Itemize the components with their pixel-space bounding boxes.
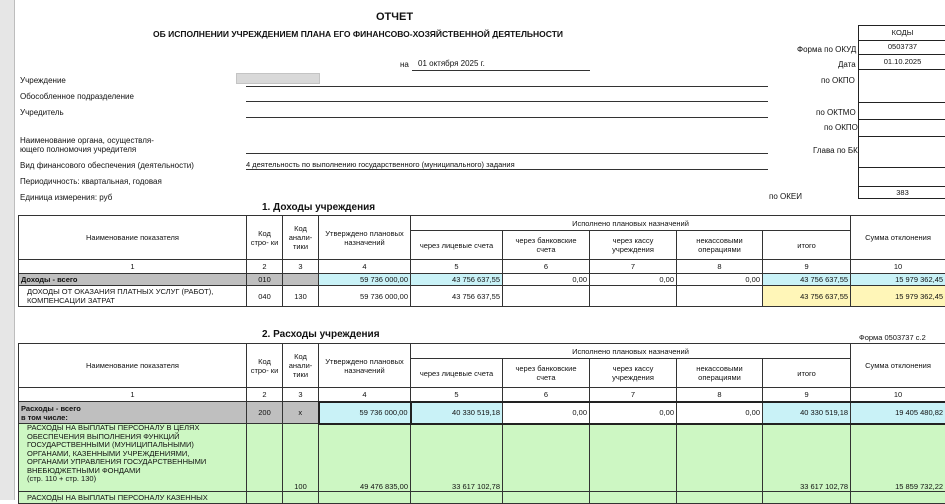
row-deviation: 15 979 362,45 [851,286,945,307]
row-cash: 0,00 [590,274,677,286]
row-analytic: 130 [283,286,319,307]
row-code [247,492,283,504]
row-name-line: ОРГАНАМИ, КАЗЕННЫМИ УЧРЕЖДЕНИЯМИ, [27,450,244,459]
row-name: Доходы - всего [19,274,247,286]
label-founder: Учредитель [20,108,64,117]
row-noncash [677,492,763,504]
table-row[interactable] [19,424,945,492]
col-total-header: итого [763,359,851,388]
col-bank-header: через банковские счета [503,359,590,388]
income-table [18,215,945,307]
label-finance-type: Вид финансового обеспечения (деятельности) [20,161,194,170]
row-bank [503,286,590,307]
col-personal-header: через лицевые счета [411,359,503,388]
col-analytic-header: Код анали- тики [283,344,319,388]
bk-code [858,137,945,168]
row-code [247,424,283,492]
okpo2-label: по ОКПО [824,123,858,132]
row-name-line: ОБЕСПЕЧЕНИЯ ВЫПОЛНЕНИЯ ФУНКЦИЙ [27,433,244,442]
col-executed-header: Исполнено плановых назначений [411,216,851,231]
col-num: 8 [677,388,763,402]
col-deviation-header: Сумма отклонения [851,344,945,388]
col-num: 3 [283,260,319,274]
date-prefix: на [400,60,409,69]
row-analytic: 100 [283,424,319,492]
section2-title: 2. Расходы учреждения [262,329,380,340]
redacted-institution [236,73,320,84]
label-authority-2: ющего полномочия учредителя [20,145,136,154]
row-cash: 0,00 [590,402,677,424]
row-total: 40 330 519,18 [763,402,851,424]
table-row[interactable] [19,402,945,424]
row-name-line: РАСХОДЫ НА ВЫПЛАТЫ ПЕРСОНАЛУ В ЦЕЛЯХ [27,424,244,433]
row-name [19,286,247,307]
row-total: 43 756 637,55 [763,274,851,286]
row-code: 040 [247,286,283,307]
row-name: РАСХОДЫ НА ВЫПЛАТЫ ПЕРСОНАЛУ КАЗЕННЫХ [19,492,247,504]
okud-label: Форма по ОКУД [797,45,856,54]
row-cash [590,492,677,504]
row-personal: 40 330 519,18 [411,402,503,424]
col-num: 7 [590,260,677,274]
date-code: 01.10.2025 [858,55,945,70]
col-analytic-header: Код анали- тики [283,216,319,260]
codes-header: КОДЫ [858,25,945,41]
col-cash-header: через кассу учреждения [590,231,677,260]
col-cash-header: через кассу учреждения [590,359,677,388]
section1-title: 1. Доходы учреждения [262,202,375,213]
row-personal: 43 756 637,55 [411,274,503,286]
row-total [763,492,851,504]
codes-box [858,25,945,199]
col-total-header: итого [763,231,851,260]
col-num: 10 [851,388,945,402]
row-analytic: x [283,402,319,424]
col-executed-header: Исполнено плановых назначений [411,344,851,359]
table-row[interactable] [19,492,945,504]
row-approved [319,492,411,504]
report-title: ОТЧЕТ [376,11,413,23]
label-institution: Учреждение [20,76,66,85]
row-analytic [283,274,319,286]
row-analytic [283,492,319,504]
row-name-line: ВНЕБЮДЖЕТНЫМИ ФОНДАМИ [27,467,244,476]
row-personal: 43 756 637,55 [411,286,503,307]
col-num: 1 [19,388,247,402]
label-unit: Единица измерения: руб [20,193,112,202]
col-num: 2 [247,388,283,402]
col-num: 5 [411,260,503,274]
row-deviation: 15 859 732,22 [851,424,945,492]
row-noncash [677,286,763,307]
date-label: Дата [838,60,856,69]
col-num: 8 [677,260,763,274]
oktmo-code [858,103,945,120]
okpo2-code [858,120,945,137]
col-approved-header: Утверждено плановых назначений [319,216,411,260]
row-bank: 0,00 [503,274,590,286]
col-num: 5 [411,388,503,402]
row-code: 010 [247,274,283,286]
oktmo-label: по ОКТМО [816,108,856,117]
row-name-line: ОРГАНАМИ УПРАВЛЕНИЯ ГОСУДАРСТВЕННЫМИ [27,458,244,467]
col-personal-header: через лицевые счета [411,231,503,260]
okud-code: 0503737 [858,40,945,55]
col-name-header: Наименование показателя [19,216,247,260]
label-periodicity: Периодичность: квартальная, годовая [20,177,162,186]
row-name [19,424,247,492]
row-name [19,402,247,424]
col-num: 6 [503,260,590,274]
col-num: 7 [590,388,677,402]
row-code: 200 [247,402,283,424]
col-bank-header: через банковские счета [503,231,590,260]
row-deviation: 19 405 480,82 [851,402,945,424]
col-num: 6 [503,388,590,402]
col-num: 4 [319,388,411,402]
col-num: 9 [763,388,851,402]
col-code-header: Код стро- ки [247,344,283,388]
report-date: 01 октября 2025 г. [418,59,485,68]
row-name-line: Расходы - всего [21,404,244,413]
row-noncash [677,424,763,492]
periodicity-code [858,168,945,187]
col-num: 3 [283,388,319,402]
col-noncash-header: некассовыми операциями [677,359,763,388]
finance-type-value: 4 деятельность по выполнению государственного (муниципального) задания [246,160,515,169]
col-num: 9 [763,260,851,274]
table-row[interactable] [19,274,945,286]
row-personal: 33 617 102,78 [411,424,503,492]
row-bank [503,424,590,492]
row-name-line: ДОХОДЫ ОТ ОКАЗАНИЯ ПЛАТНЫХ УСЛУГ (РАБОТ), [27,287,244,296]
row-cash [590,424,677,492]
col-num: 10 [851,260,945,274]
label-authority-1: Наименование органа, осуществля- [20,136,154,145]
col-name-header: Наименование показателя [19,344,247,388]
col-num: 1 [19,260,247,274]
report-subtitle: ОБ ИСПОЛНЕНИИ УЧРЕЖДЕНИЕМ ПЛАНА ЕГО ФИНАНСОВО-ХОЗЯЙСТВЕННОЙ ДЕЯТЕЛЬНОСТИ [153,29,563,39]
column-number-row [19,260,945,274]
col-num: 2 [247,260,283,274]
label-subdivision: Обособленное подразделение [20,92,134,101]
row-approved: 59 736 000,00 [319,274,411,286]
row-cash [590,286,677,307]
row-noncash: 0,00 [677,402,763,424]
row-deviation: 15 979 362,45 [851,274,945,286]
table-row[interactable] [19,286,945,307]
col-approved-header: Утверждено плановых назначений [319,344,411,388]
col-code-header: Код стро- ки [247,216,283,260]
col-noncash-header: некассовыми операциями [677,231,763,260]
row-bank [503,492,590,504]
row-total: 43 756 637,55 [763,286,851,307]
row-noncash: 0,00 [677,274,763,286]
window-frame-left [0,0,15,500]
okpo-code [858,70,945,103]
col-deviation-header: Сумма отклонения [851,216,945,260]
row-approved: 59 736 000,00 [319,402,411,424]
row-bank: 0,00 [503,402,590,424]
row-approved: 59 736 000,00 [319,286,411,307]
bk-label: Глава по БК [813,146,858,155]
form-note: Форма 0503737 с.2 [859,333,926,342]
row-deviation [851,492,945,504]
row-name-line: (стр. 110 + стр. 130) [27,475,244,484]
row-name-line: КОМПЕНСАЦИИ ЗАТРАТ [27,296,244,305]
row-approved: 49 476 835,00 [319,424,411,492]
expense-table [18,343,945,504]
row-name-line: в том числе: [21,413,244,422]
row-total: 33 617 102,78 [763,424,851,492]
col-num: 4 [319,260,411,274]
column-number-row [19,388,945,402]
row-personal [411,492,503,504]
okei-label: по ОКЕИ [769,192,802,201]
row-name-line: ГОСУДАРСТВЕННЫМИ (МУНИЦИПАЛЬНЫМИ) [27,441,244,450]
okei-code: 383 [858,187,945,199]
okpo-label: по ОКПО [821,76,855,85]
